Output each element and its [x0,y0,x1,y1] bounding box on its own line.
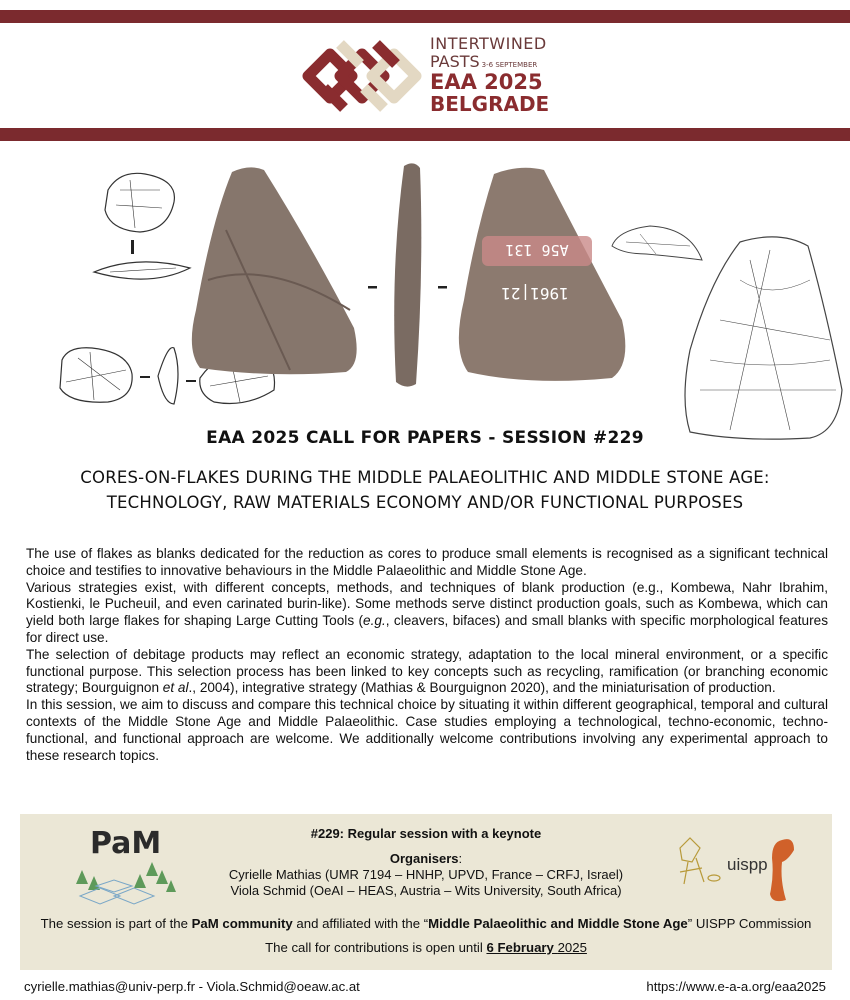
community-commission-name: Middle Palaeolithic and Middle Stone Age [428,916,688,931]
artifact-photo-ventral [459,168,625,381]
deadline-text: The call for contributions is open until [265,940,487,955]
organisers-heading: Organisers: [389,851,463,866]
uispp-logo-text: uispp [727,855,768,874]
abstract-paragraph-3 [26,647,828,697]
pam-logo-text: PaM [90,826,162,861]
abstract-p2-emphasis: e.g. [363,613,386,629]
session-title-line-2: TECHNOLOGY, RAW MATERIALS ECONOMY AND/OR FUNCTIONAL PURPOSES [106,493,744,512]
event-url-link[interactable]: https://www.e-a-a.org/eaa2025 [646,979,826,994]
cfp-heading: EAA 2025 CALL FOR PAPERS - SESSION #229 [206,428,644,448]
deadline-note [20,940,832,955]
knot-icon [302,34,422,118]
separator-dash [368,286,377,289]
artifact-drawing-small [612,226,702,260]
eaa-logo [302,34,552,118]
separator-dash [131,240,134,254]
contact-emails[interactable]: cyrielle.mathias@univ-perp.fr - Viola.Schmid@oeaw.ac.at [24,979,360,994]
organisers-label: Organisers [389,851,459,866]
header-top-bar [0,10,850,23]
organiser-2: Viola Schmid (OeAI – HEAS, Austria – Wits University, South Africa) [230,883,622,898]
community-note [20,916,832,931]
community-text-c: and affiliated with the “ [292,916,429,931]
abstract-paragraph-4: In this session, we aim to discuss and compare this technical choice by situating it within different geographical, temporal and cultural contexts of the Middle Stone Age and Middle Palaeolithic. Case studies employing a technological, techno-economic, techno-functional, and functional approach are welcome. We additionally welcome contributions involving any experimental approach to these research topics. [26,697,828,763]
community-text-a: The session is part of the [40,916,192,931]
flake-drawing-bottom-left [60,348,132,402]
artifact-label-2: 1961|21 [501,284,569,303]
organiser-1: Cyrielle Mathias (UMR 7194 – HNHP, UPVD, France – CRFJ, Israel) [228,867,624,882]
abstract-p2-start: Various strategies exist, with different concepts, methods, and techniques of blank production (e.g., Kombewa, Nahr Ibrahim, Kostienki, le Pucheuil, and even carinated burin-like). Some methods serve distinct production goals, such as Kombewa, which can yield both large flakes for shaping Large Cutting Tools ( [26,579,828,629]
separator-dash [140,376,150,378]
separator-dash [186,380,196,382]
session-type: #229: Regular session with a keynote [310,826,542,841]
logo-line-eaa: EAA 2025 [430,70,543,94]
deadline-date: 6 February [486,940,558,955]
abstract-p3-end: ., 2004), integrative strategy (Mathias & Bourguignon 2020), and the miniaturisation of production. [188,680,776,696]
community-pam-link: PaM community [191,916,293,931]
session-title [30,465,820,515]
logo-line-city: BELGRADE [430,92,550,116]
logo-line-intertwined: INTERTWINED [430,34,547,53]
separator-dash [438,286,447,289]
abstract-p3-emphasis: et al [162,680,189,696]
logo-dates: 3-6 SEPTEMBER [481,61,538,69]
abstract-p2-end: , cleavers, bifaces) and small blanks with specific morphological features for direct use. [26,613,828,645]
uispp-logo [670,828,800,908]
flake-drawing-edge [158,348,178,404]
artifact-label-1: A56 131 [505,241,569,259]
logo-line-pasts [430,54,549,70]
deadline-year: 2025 [557,940,587,955]
artifact-photo-dorsal [192,167,357,374]
abstract-paragraph-1: The use of flakes as blanks dedicated for the reduction as cores to produce small elements is recognised as a significant technical choice and testifies to innovative behaviours in the Middle Palaeolithic and Middle Stone Age. [26,546,828,578]
community-text-e: ” UISPP Commission [687,916,812,931]
header-bottom-bar [0,128,850,141]
flake-drawing-top [105,173,174,232]
logo-pasts-word: PASTS [430,52,480,71]
artifact-figure [50,150,850,450]
artifact-drawing-large [685,237,842,439]
session-abstract [26,546,828,764]
abstract-p3-start: The selection of debitage products may reflect an economic strategy, adaptation to the local mineral environment, or a specific functional purpose. This selection process has been linked to key concepts such as recycling, ramification (or branching economic strategy; Bourguignon [26,646,828,696]
abstract-paragraph-2 [26,580,828,647]
session-title-line-1: CORES-ON-FLAKES DURING THE MIDDLE PALAEOLITHIC AND MIDDLE STONE AGE: [80,468,770,487]
flake-drawing-profile [94,262,190,279]
artifact-photo-profile [394,163,421,386]
